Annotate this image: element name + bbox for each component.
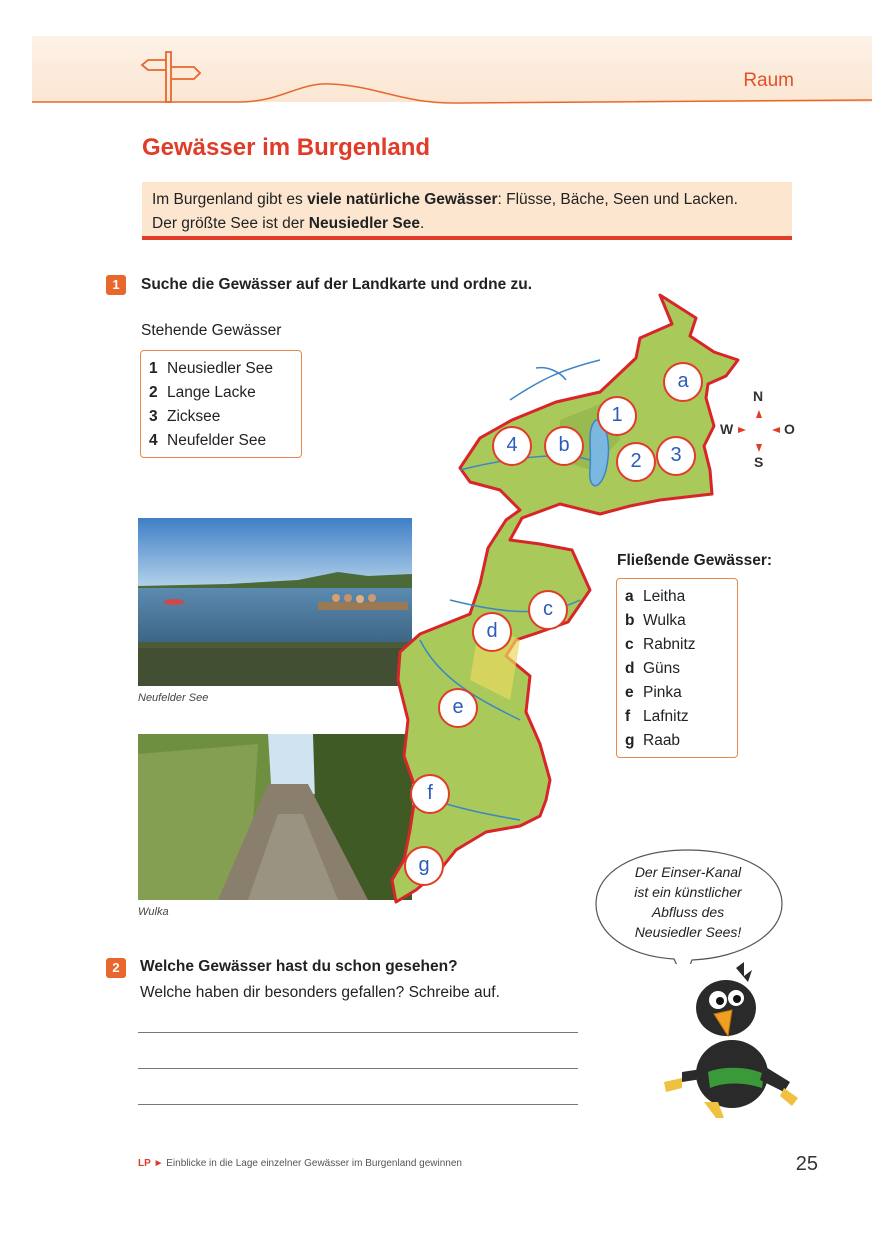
photo-2-caption: Wulka [138, 906, 169, 918]
map-marker-1: 1 [597, 396, 637, 436]
map-marker-a: a [663, 362, 703, 402]
intro-line-1: Im Burgenland gibt es viele natürliche Gewässer: Flüsse, Bäche, Seen und Lacken. [152, 191, 738, 208]
footer [138, 1158, 462, 1169]
standing-list [140, 350, 302, 458]
answer-line-3[interactable] [138, 1104, 578, 1105]
list-item: 2 Lange Lacke [149, 384, 256, 401]
list-item: 4 Neufelder See [149, 432, 267, 449]
list-item: g Raab [625, 732, 681, 749]
list-item: 3 Zicksee [149, 408, 221, 425]
intro-line-2: Der größte See ist der Neusiedler See. [152, 215, 425, 232]
task-1-text: Suche die Gewässer auf der Landkarte und ordne zu. [141, 276, 533, 293]
list-item: e Pinka [625, 684, 682, 701]
task-1-number: 1 [106, 275, 126, 295]
header-decoration [0, 0, 890, 130]
photo-neufelder-see [138, 518, 412, 686]
map-marker-c: c [528, 590, 568, 630]
list-item: a Leitha [625, 588, 686, 605]
raven-character-icon [652, 962, 802, 1122]
map-marker-3: 3 [656, 436, 696, 476]
list-item: f Lafnitz [625, 708, 689, 725]
list-item: c Rabnitz [625, 636, 696, 653]
flowing-heading: Fließende Gewässer: [617, 552, 773, 569]
compass-n: N [753, 388, 764, 404]
page-title: Gewässer im Burgenland [142, 134, 431, 161]
footer-arrow-icon: ► [153, 1158, 164, 1169]
compass-rose [716, 388, 802, 472]
list-item: d Güns [625, 660, 681, 677]
photo-1-caption: Neufelder See [138, 692, 209, 704]
list-item: 1 Neusiedler See [149, 360, 273, 377]
map-marker-e: e [438, 688, 478, 728]
map-marker-4: 4 [492, 426, 532, 466]
bubble-text: Der Einser-Kanal ist ein künstlicher Abfluss des Neusiedler Sees! [634, 864, 742, 940]
map-marker-b: b [544, 426, 584, 466]
intro-box [142, 182, 792, 240]
compass-arrows-icon [716, 388, 802, 472]
list-item: b Wulka [625, 612, 686, 629]
standing-heading: Stehende Gewässer [141, 322, 282, 339]
footer-lp: LP [138, 1158, 151, 1169]
compass-o: O [784, 421, 795, 437]
footer-text: Einblicke in die Lage einzelner Gewässer im Burgenland gewinnen [166, 1158, 462, 1169]
signpost-icon [140, 50, 204, 104]
page-number: 25 [795, 1153, 818, 1175]
map-marker-2: 2 [616, 442, 656, 482]
flowing-list [616, 578, 738, 758]
compass-s: S [754, 454, 764, 470]
task-2-line-1: Welche Gewässer hast du schon gesehen? [140, 958, 458, 975]
photo-wulka [138, 734, 412, 900]
map-marker-g: g [404, 846, 444, 886]
answer-line-2[interactable] [138, 1068, 578, 1069]
task-2-number: 2 [106, 958, 126, 978]
map-marker-f: f [410, 774, 450, 814]
map-marker-d: d [472, 612, 512, 652]
task-2-line-2: Welche haben dir besonders gefallen? Schreibe auf. [140, 984, 500, 1001]
answer-line-1[interactable] [138, 1032, 578, 1033]
compass-w: W [720, 421, 734, 437]
section-label: Raum [743, 70, 794, 91]
